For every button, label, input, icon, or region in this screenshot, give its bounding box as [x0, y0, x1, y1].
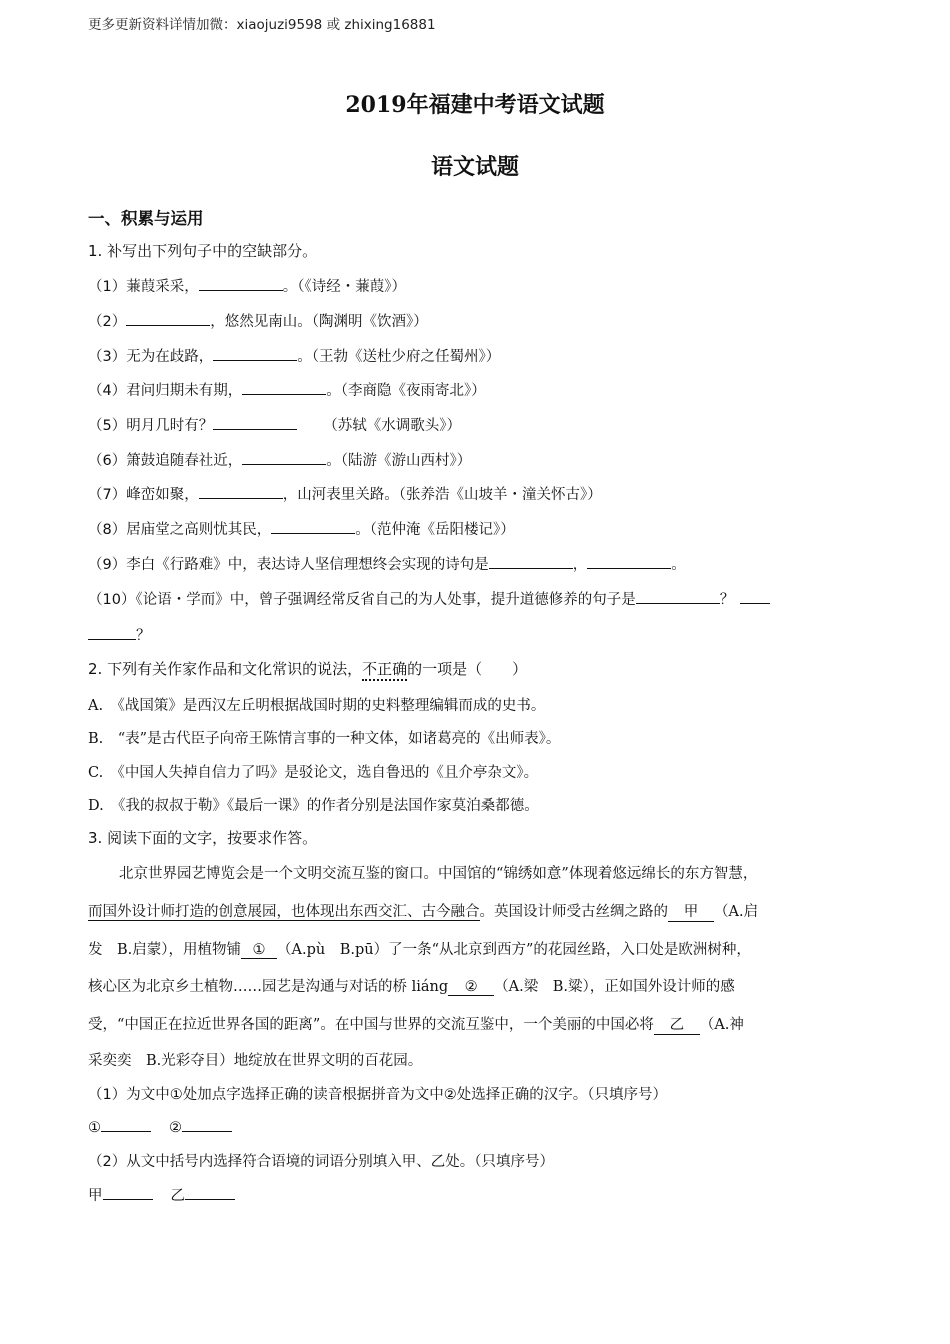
fill-slot-1[interactable]: ① — [241, 942, 277, 959]
answer-blank[interactable] — [271, 519, 355, 534]
answer-blank[interactable] — [199, 484, 283, 499]
answer-blank[interactable] — [587, 554, 671, 569]
passage-line-6: 采奕奕 B.光彩夺目）地绽放在世界文明的百花园。 — [88, 1053, 423, 1069]
answer-blank[interactable] — [199, 276, 283, 291]
q2-option-b[interactable]: B. “表”是古代臣子向帝王陈情言事的一种文体，如诸葛亮的《出师表》。 — [88, 731, 561, 747]
answer-blank[interactable] — [489, 554, 573, 569]
q3-subquestion-1: （1）为文中①处加点字选择正确的读音根据拼音为文中②处选择正确的汉字。（只填序号） — [88, 1087, 667, 1103]
q2-option-d[interactable]: D. 《我的叔叔于勒》《最后一课》的作者分别是法国作家莫泊桑都德。 — [88, 798, 539, 814]
q1-item-6: （6）箫鼓追随春社近， 。（陆游《游山西村》） — [88, 449, 471, 470]
answer-blank[interactable] — [126, 311, 210, 326]
fill-slot-jia[interactable]: 甲 — [668, 900, 714, 922]
answer-blank[interactable] — [242, 380, 326, 395]
answer-blank[interactable] — [101, 1117, 151, 1132]
answer-blank[interactable] — [185, 1185, 235, 1200]
passage-line-5: 受，“中国正在拉近世界各国的距离”。在中国与世界的交流互鉴中，一个美丽的中国必将 乙 （A.神 — [88, 1013, 744, 1035]
q3-answer-row-1: ① ② — [88, 1117, 232, 1136]
passage-line-3: 发 B.启蒙），用植物铺 ① （A.pù B.pū）了一条“从北京到西方”的花园丝路，入口处是欧洲树种， — [88, 942, 751, 958]
answer-blank[interactable] — [740, 589, 770, 604]
answer-blank[interactable] — [103, 1185, 153, 1200]
q1-item-9: （9）李白《行路难》中，表达诗人坚信理想终会实现的诗句是 ， 。 — [88, 553, 686, 574]
q1-item-3: （3）无为在歧路， 。（王勃《送杜少府之任蜀州》） — [88, 345, 500, 366]
q1-item-4: （4）君问归期未有期， 。（李商隐《夜雨寄北》） — [88, 379, 486, 400]
passage-line-4: 核心区为北京乡土植物……园艺是沟通与对话的桥 liáng ② （A.梁 B.粱），正如国外设计师的感 — [88, 979, 735, 995]
question-1-stem: 1. 补写出下列句子中的空缺部分。 — [88, 242, 318, 260]
q1-item-5: （5）明月几时有？ （苏轼《水调歌头》） — [88, 414, 461, 435]
question-3-stem: 3. 阅读下面的文字，按要求作答。 — [88, 829, 318, 847]
answer-blank[interactable] — [242, 450, 326, 465]
page-subtitle: 语文试题 — [430, 154, 519, 180]
fill-slot-2[interactable]: ② — [448, 979, 494, 996]
q1-item-8: （8）居庙堂之高则忧其民， 。（范仲淹《岳阳楼记》） — [88, 518, 515, 539]
passage-line-1: 北京世界园艺博览会是一个文明交流互鉴的窗口。中国馆的“锦绣如意”体现着悠远绵长的东方智慧， — [119, 866, 758, 882]
answer-blank[interactable] — [636, 589, 720, 604]
page-title: 2019年福建中考语文试题 — [345, 92, 605, 118]
q3-subquestion-2: （2）从文中括号内选择符合语境的词语分别填入甲、乙处。（只填序号） — [88, 1154, 554, 1170]
answer-blank[interactable] — [213, 346, 297, 361]
q1-item-10-cont: ？ — [88, 624, 151, 645]
q1-item-7: （7）峰峦如聚， ，山河表里关路。（张养浩《山坡羊・潼关怀古》） — [88, 483, 602, 504]
q1-item-2: （2） ，悠然见南山。（陶渊明《饮酒》） — [88, 310, 428, 331]
fill-slot-yi[interactable]: 乙 — [654, 1013, 700, 1035]
question-2-stem: 2. 下列有关作家作品和文化常识的说法，不正确的一项是（ ） — [88, 658, 527, 679]
q2-option-a[interactable]: A. 《战国策》是西汉左丘明根据战国时期的史料整理编辑而成的史书。 — [88, 698, 546, 714]
q3-answer-row-2: 甲 乙 — [88, 1184, 235, 1205]
q1-item-1: （1）蒹葭采采， 。（《诗经・蒹葭》） — [88, 275, 406, 296]
emphasis-text: 不正确 — [362, 660, 407, 681]
q1-item-10: （10）《论语・学而》中，曾子强调经常反省自己的为人处事，提升道德修养的句子是 ？ — [88, 588, 770, 609]
passage-line-2: 而国外设计师打造的创意展园，也体现出东西交汇、古今融合。英国设计师受古丝绸之路的 甲 （A.启 — [88, 900, 758, 922]
answer-blank[interactable] — [182, 1117, 232, 1132]
section-heading: 一、积累与运用 — [88, 209, 204, 228]
answer-blank[interactable] — [88, 625, 136, 640]
header-note: 更多更新资料详情加微：xiaojuzi9598 或 zhixing16881 — [88, 17, 436, 33]
q2-option-c[interactable]: C. 《中国人失掉自信力了吗》是驳论文，选自鲁迅的《且介亭杂文》。 — [88, 765, 539, 781]
answer-blank[interactable] — [213, 415, 297, 430]
